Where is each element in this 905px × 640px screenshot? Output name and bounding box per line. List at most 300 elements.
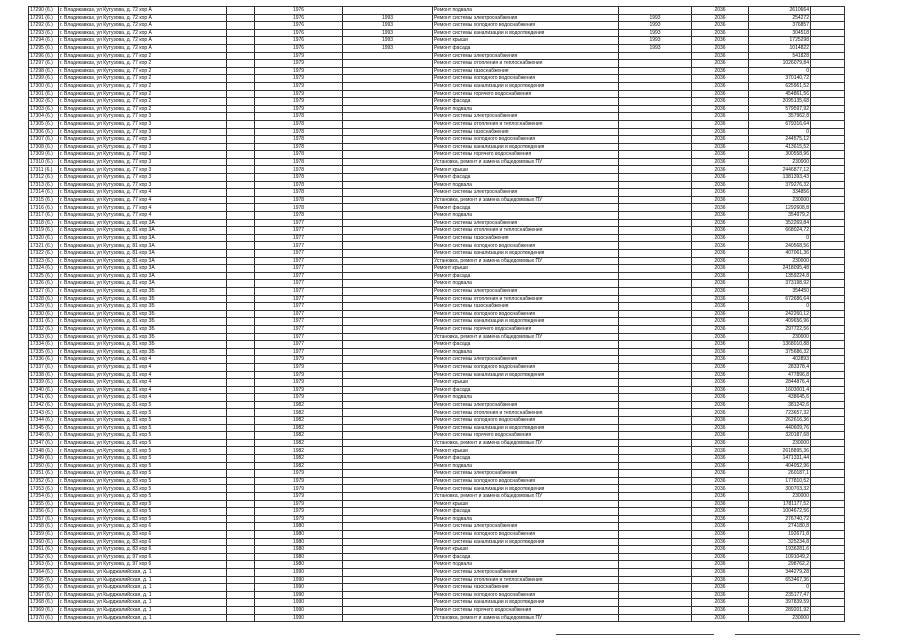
- cell-row-number: 17329 (6.): [29, 303, 59, 311]
- cell-cost: 1026079,84: [749, 60, 811, 68]
- cell-row-number: 17364 (6.): [29, 568, 59, 576]
- cell-last-repair-year: [619, 599, 692, 607]
- cell-planned-year: 2036: [692, 576, 749, 584]
- cell-last-repair-year: [619, 75, 692, 83]
- cell-work-type: Ремонт системы холодного водоснабжения: [433, 310, 619, 318]
- cell-last-repair-year: [619, 212, 692, 220]
- cell-work-type: Ремонт системы холодного водоснабжения: [433, 530, 619, 538]
- cell-address: г. Владикавказ, ул Кутузова, д. 81 кор 4: [59, 379, 227, 387]
- cell-row-number: 17352 (6.): [29, 477, 59, 485]
- cell-repair-year: [343, 424, 433, 432]
- cell-work-type: Ремонт подвала: [433, 348, 619, 356]
- cell-row-number: 17314 (6.): [29, 189, 59, 197]
- cell-row-number: 17363 (6.): [29, 561, 59, 569]
- cell-repair-year: [343, 219, 433, 227]
- cell-last-repair-year: [619, 409, 692, 417]
- cell-build-year: 1980: [255, 530, 343, 538]
- cell-planned-year: 2036: [692, 227, 749, 235]
- cell-cost: 376857: [749, 22, 811, 30]
- cell-cost: 668024,72: [749, 227, 811, 235]
- cell-row-number: 17351 (6.): [29, 470, 59, 478]
- cell-row-number: 17333 (6.): [29, 333, 59, 341]
- cell-last-repair-year: [619, 280, 692, 288]
- cell-build-year: 1977: [255, 242, 343, 250]
- cell-blank: [227, 204, 255, 212]
- cell-address: г. Владикавказ, ул Кутузова, д. 81 кор 3Б: [59, 325, 227, 333]
- cell-build-year: 1980: [255, 538, 343, 546]
- cell-last-repair-year: [619, 546, 692, 554]
- cell-address: г. Владикавказ, ул Кутузова, д. 77 кор 2: [59, 105, 227, 113]
- cell-blank: [227, 287, 255, 295]
- cell-extra: [811, 500, 845, 508]
- cell-blank: [227, 379, 255, 387]
- cell-repair-year: [343, 462, 433, 470]
- cell-build-year: 1980: [255, 561, 343, 569]
- cell-blank: [227, 82, 255, 90]
- cell-cost: 1292608,8: [749, 204, 811, 212]
- table-row: [29, 553, 845, 561]
- cell-repair-year: [343, 136, 433, 144]
- cell-extra: [811, 470, 845, 478]
- cell-blank: [227, 37, 255, 45]
- cell-blank: [227, 257, 255, 265]
- cell-extra: [811, 530, 845, 538]
- cell-cost: 230000: [749, 493, 811, 501]
- cell-build-year: 1976: [255, 37, 343, 45]
- cell-build-year: 1977: [255, 325, 343, 333]
- cell-planned-year: 2036: [692, 212, 749, 220]
- cell-planned-year: 2036: [692, 500, 749, 508]
- cell-extra: [811, 287, 845, 295]
- cell-extra: [811, 219, 845, 227]
- cell-last-repair-year: [619, 219, 692, 227]
- cell-planned-year: 2036: [692, 272, 749, 280]
- table-row: [29, 227, 845, 235]
- cell-repair-year: [343, 470, 433, 478]
- cell-repair-year: [343, 151, 433, 159]
- cell-extra: [811, 493, 845, 501]
- cell-row-number: 17319 (6.): [29, 227, 59, 235]
- cell-cost: 579597,92: [749, 105, 811, 113]
- cell-build-year: 1977: [255, 295, 343, 303]
- cell-address: г. Владикавказ, ул Кырджалийская, д. 1: [59, 584, 227, 592]
- cell-blank: [227, 136, 255, 144]
- cell-row-number: 17367 (6.): [29, 591, 59, 599]
- cell-last-repair-year: [619, 158, 692, 166]
- cell-row-number: 17366 (6.): [29, 584, 59, 592]
- cell-row-number: 17336 (6.): [29, 356, 59, 364]
- cell-row-number: 17348 (6.): [29, 447, 59, 455]
- cell-work-type: Ремонт системы холодного водоснабжения: [433, 591, 619, 599]
- cell-extra: [811, 553, 845, 561]
- cell-repair-year: [343, 181, 433, 189]
- cell-cost: 354450: [749, 287, 811, 295]
- cell-last-repair-year: [619, 151, 692, 159]
- cell-cost: 1603001,4: [749, 386, 811, 394]
- cell-last-repair-year: [619, 105, 692, 113]
- cell-work-type: Ремонт фасада: [433, 204, 619, 212]
- cell-address: г. Владикавказ, ул Кутузова, д. 81 кор 3Б: [59, 303, 227, 311]
- cell-cost: 379276,32: [749, 181, 811, 189]
- cell-build-year: 1982: [255, 455, 343, 463]
- cell-address: г. Владикавказ, ул Кутузова, д. 77 кор 2: [59, 75, 227, 83]
- cell-build-year: 1978: [255, 113, 343, 121]
- cell-address: г. Владикавказ, ул Кырджалийская, д. 1: [59, 576, 227, 584]
- cell-last-repair-year: 1993: [619, 29, 692, 37]
- cell-last-repair-year: [619, 530, 692, 538]
- cell-repair-year: [343, 493, 433, 501]
- cell-row-number: 17296 (6.): [29, 52, 59, 60]
- cell-work-type: Ремонт системы отопления и теплоснабжения: [433, 120, 619, 128]
- cell-last-repair-year: [619, 143, 692, 151]
- cell-row-number: 17331 (6.): [29, 318, 59, 326]
- cell-last-repair-year: [619, 432, 692, 440]
- table-row: [29, 341, 845, 349]
- cell-work-type: Ремонт системы канализации и водоотведения: [433, 599, 619, 607]
- cell-repair-year: [343, 401, 433, 409]
- cell-last-repair-year: [619, 561, 692, 569]
- cell-address: г. Владикавказ, ул Кутузова, д. 83 кор 5: [59, 477, 227, 485]
- cell-extra: [811, 196, 845, 204]
- table-row: [29, 280, 845, 288]
- cell-build-year: 1979: [255, 508, 343, 516]
- cell-address: г. Владикавказ, ул Кутузова, д. 81 кор 3А: [59, 250, 227, 258]
- cell-address: г. Владикавказ, ул Кутузова, д. 97 кор 6: [59, 553, 227, 561]
- cell-extra: [811, 204, 845, 212]
- cell-cost: 325234,8: [749, 538, 811, 546]
- cell-work-type: Ремонт системы отопления и теплоснабжения: [433, 576, 619, 584]
- cell-repair-year: [343, 113, 433, 121]
- cell-work-type: Установка, ремонт и замена общедомовых ПУ: [433, 196, 619, 204]
- cell-build-year: 1978: [255, 128, 343, 136]
- cell-cost: 413615,52: [749, 143, 811, 151]
- cell-row-number: 17356 (6.): [29, 508, 59, 516]
- cell-blank: [227, 227, 255, 235]
- cell-build-year: 1977: [255, 257, 343, 265]
- cell-extra: [811, 29, 845, 37]
- cell-row-number: 17308 (6.): [29, 143, 59, 151]
- cell-row-number: 17345 (6.): [29, 424, 59, 432]
- cell-address: г. Владикавказ, ул Кутузова, д. 83 кор 5: [59, 470, 227, 478]
- cell-blank: [227, 98, 255, 106]
- cell-extra: [811, 455, 845, 463]
- cell-repair-year: [343, 204, 433, 212]
- table-row: [29, 37, 845, 45]
- table-row: [29, 409, 845, 417]
- cell-build-year: 1977: [255, 287, 343, 295]
- cell-row-number: 17323 (6.): [29, 257, 59, 265]
- table-row: [29, 546, 845, 554]
- capital-repair-table-page: [28, 6, 844, 622]
- cell-planned-year: 2036: [692, 158, 749, 166]
- cell-address: г. Владикавказ, ул Кутузова, д. 77 кор 3: [59, 136, 227, 144]
- cell-address: г. Владикавказ, ул Кутузова, д. 81 кор 5: [59, 401, 227, 409]
- cell-planned-year: 2036: [692, 22, 749, 30]
- cell-work-type: Ремонт системы канализации и водоотведения: [433, 318, 619, 326]
- cell-blank: [227, 462, 255, 470]
- cell-last-repair-year: [619, 348, 692, 356]
- cell-address: г. Владикавказ, ул Кырджалийская, д. 1: [59, 591, 227, 599]
- cell-build-year: 1979: [255, 394, 343, 402]
- cell-blank: [227, 44, 255, 52]
- cell-last-repair-year: [619, 250, 692, 258]
- cell-planned-year: 2036: [692, 82, 749, 90]
- cell-repair-year: [343, 82, 433, 90]
- cell-address: г. Владикавказ, ул Кутузова, д. 77 кор 3: [59, 128, 227, 136]
- cell-repair-year: [343, 341, 433, 349]
- cell-address: г. Владикавказ, ул Кутузова, д. 81 кор 5: [59, 462, 227, 470]
- cell-blank: [227, 584, 255, 592]
- cell-build-year: 1978: [255, 143, 343, 151]
- cell-row-number: 17318 (6.): [29, 219, 59, 227]
- table-row: [29, 417, 845, 425]
- cell-blank: [227, 523, 255, 531]
- cell-last-repair-year: [619, 553, 692, 561]
- cell-work-type: Ремонт подвала: [433, 515, 619, 523]
- cell-planned-year: 2036: [692, 295, 749, 303]
- cell-work-type: Ремонт системы газоснабжения: [433, 303, 619, 311]
- cell-build-year: 1979: [255, 90, 343, 98]
- cell-extra: [811, 477, 845, 485]
- cell-work-type: Ремонт системы канализации и водоотведения: [433, 371, 619, 379]
- cell-planned-year: 2036: [692, 417, 749, 425]
- cell-repair-year: [343, 394, 433, 402]
- cell-row-number: 17360 (6.): [29, 538, 59, 546]
- cell-repair-year: [343, 515, 433, 523]
- cell-address: г. Владикавказ, ул Кутузова, д. 77 кор 4: [59, 189, 227, 197]
- cell-cost: 454861,56: [749, 90, 811, 98]
- cell-planned-year: 2036: [692, 599, 749, 607]
- cell-work-type: Ремонт системы холодного водоснабжения: [433, 22, 619, 30]
- cell-extra: [811, 614, 845, 622]
- cell-extra: [811, 158, 845, 166]
- cell-row-number: 17299 (6.): [29, 75, 59, 83]
- cell-row-number: 17316 (6.): [29, 204, 59, 212]
- cell-cost: 2610664: [749, 7, 811, 15]
- cell-address: г. Владикавказ, ул Кутузова, д. 81 кор 3А: [59, 234, 227, 242]
- cell-address: г. Владикавказ, ул Кутузова, д. 77 кор 2: [59, 67, 227, 75]
- cell-repair-year: [343, 98, 433, 106]
- cell-blank: [227, 143, 255, 151]
- cell-planned-year: 2036: [692, 606, 749, 614]
- cell-cost: 244575,12: [749, 136, 811, 144]
- cell-row-number: 17292 (6.): [29, 22, 59, 30]
- cell-address: г. Владикавказ, ул Кырджалийская, д. 1: [59, 614, 227, 622]
- cell-address: г. Владикавказ, ул Кутузова, д. 77 кор 3: [59, 174, 227, 182]
- cell-blank: [227, 265, 255, 273]
- cell-address: г. Владикавказ, ул Кутузова, д. 81 кор 4: [59, 386, 227, 394]
- cell-build-year: 1978: [255, 212, 343, 220]
- cell-cost: 357962,8: [749, 113, 811, 121]
- cell-repair-year: [343, 52, 433, 60]
- cell-extra: [811, 227, 845, 235]
- cell-repair-year: [343, 60, 433, 68]
- cell-cost: 304518: [749, 29, 811, 37]
- cell-last-repair-year: [619, 515, 692, 523]
- cell-cost: 2844876,4: [749, 379, 811, 387]
- cell-work-type: Ремонт фасада: [433, 341, 619, 349]
- cell-extra: [811, 318, 845, 326]
- cell-cost: 320187,68: [749, 432, 811, 440]
- cell-planned-year: 2036: [692, 143, 749, 151]
- table-row: [29, 379, 845, 387]
- cell-last-repair-year: [619, 341, 692, 349]
- cell-work-type: Ремонт подвала: [433, 105, 619, 113]
- cell-address: г. Владикавказ, ул Кутузова, д. 77 кор 3: [59, 181, 227, 189]
- cell-planned-year: 2036: [692, 584, 749, 592]
- cell-row-number: 17322 (6.): [29, 250, 59, 258]
- cell-blank: [227, 318, 255, 326]
- cell-work-type: Ремонт фасада: [433, 553, 619, 561]
- cell-address: г. Владикавказ, ул Кутузова, д. 83 кор 5: [59, 500, 227, 508]
- cell-blank: [227, 14, 255, 22]
- cell-address: г. Владикавказ, ул Кутузова, д. 81 кор 3А: [59, 272, 227, 280]
- cell-planned-year: 2036: [692, 196, 749, 204]
- cell-planned-year: 2036: [692, 287, 749, 295]
- cell-planned-year: 2036: [692, 166, 749, 174]
- cell-last-repair-year: [619, 113, 692, 121]
- cell-blank: [227, 52, 255, 60]
- cell-planned-year: 2036: [692, 7, 749, 15]
- cell-cost: 230000: [749, 196, 811, 204]
- table-row: [29, 52, 845, 60]
- cell-build-year: 1982: [255, 447, 343, 455]
- cell-repair-year: 1993: [343, 37, 433, 45]
- cell-row-number: 17334 (6.): [29, 341, 59, 349]
- cell-work-type: Ремонт крыши: [433, 500, 619, 508]
- cell-build-year: 1977: [255, 265, 343, 273]
- cell-address: г. Владикавказ, ул Кутузова, д. 81 кор 5: [59, 417, 227, 425]
- cell-build-year: 1980: [255, 523, 343, 531]
- cell-blank: [227, 591, 255, 599]
- cell-last-repair-year: [619, 128, 692, 136]
- cell-address: г. Владикавказ, ул Кутузова, д. 83 кор 6: [59, 530, 227, 538]
- cell-cost: 679316,64: [749, 120, 811, 128]
- cell-blank: [227, 485, 255, 493]
- cell-planned-year: 2036: [692, 151, 749, 159]
- cell-address: г. Владикавказ, ул Кутузова, д. 81 кор 5: [59, 424, 227, 432]
- cell-planned-year: 2036: [692, 98, 749, 106]
- cell-extra: [811, 52, 845, 60]
- cell-blank: [227, 561, 255, 569]
- table-row: [29, 561, 845, 569]
- cell-repair-year: [343, 417, 433, 425]
- cell-last-repair-year: [619, 508, 692, 516]
- cell-planned-year: 2036: [692, 257, 749, 265]
- cell-blank: [227, 7, 255, 15]
- cell-build-year: 1978: [255, 204, 343, 212]
- cell-planned-year: 2036: [692, 523, 749, 531]
- cell-address: г. Владикавказ, ул Кутузова, д. 77 кор 3: [59, 143, 227, 151]
- cell-planned-year: 2036: [692, 477, 749, 485]
- cell-cost: 235177,47: [749, 591, 811, 599]
- cell-repair-year: [343, 143, 433, 151]
- cell-row-number: 17291 (6.): [29, 14, 59, 22]
- cell-cost: 477896,8: [749, 371, 811, 379]
- cell-last-repair-year: [619, 303, 692, 311]
- table-row: [29, 401, 845, 409]
- cell-last-repair-year: [619, 591, 692, 599]
- cell-build-year: 1982: [255, 409, 343, 417]
- cell-repair-year: [343, 212, 433, 220]
- cell-row-number: 17359 (6.): [29, 530, 59, 538]
- cell-blank: [227, 447, 255, 455]
- cell-build-year: 1980: [255, 553, 343, 561]
- cell-planned-year: 2036: [692, 37, 749, 45]
- cell-planned-year: 2036: [692, 189, 749, 197]
- cell-build-year: 1976: [255, 29, 343, 37]
- cell-build-year: 1979: [255, 105, 343, 113]
- cell-repair-year: [343, 128, 433, 136]
- table-row: [29, 462, 845, 470]
- cell-row-number: 17339 (6.): [29, 379, 59, 387]
- cell-address: г. Владикавказ, ул Кутузова, д. 77 кор 3: [59, 166, 227, 174]
- cell-work-type: Ремонт фасада: [433, 174, 619, 182]
- table-row: [29, 257, 845, 265]
- cell-blank: [227, 508, 255, 516]
- cell-cost: 230000: [749, 158, 811, 166]
- cell-last-repair-year: [619, 455, 692, 463]
- cell-build-year: 1979: [255, 470, 343, 478]
- cell-repair-year: [343, 386, 433, 394]
- cell-work-type: Ремонт фасада: [433, 272, 619, 280]
- table-row: [29, 242, 845, 250]
- cell-row-number: 17304 (6.): [29, 113, 59, 121]
- cell-planned-year: 2036: [692, 553, 749, 561]
- cell-repair-year: [343, 257, 433, 265]
- cell-row-number: 17310 (6.): [29, 158, 59, 166]
- cell-cost: 230000: [749, 439, 811, 447]
- cell-extra: [811, 90, 845, 98]
- cell-last-repair-year: [619, 439, 692, 447]
- cell-repair-year: 1993: [343, 22, 433, 30]
- cell-planned-year: 2036: [692, 136, 749, 144]
- cell-address: г. Владикавказ, ул Кутузова, д. 72 кор А: [59, 22, 227, 30]
- cell-repair-year: [343, 333, 433, 341]
- cell-last-repair-year: [619, 386, 692, 394]
- cell-row-number: 17317 (6.): [29, 212, 59, 220]
- cell-extra: [811, 75, 845, 83]
- table-row: [29, 250, 845, 258]
- cell-blank: [227, 538, 255, 546]
- cell-row-number: 17301 (6.): [29, 90, 59, 98]
- cell-row-number: 17295 (6.): [29, 44, 59, 52]
- cell-build-year: 1990: [255, 576, 343, 584]
- cell-planned-year: 2036: [692, 242, 749, 250]
- cell-last-repair-year: [619, 7, 692, 15]
- cell-last-repair-year: [619, 356, 692, 364]
- cell-work-type: Ремонт системы холодного водоснабжения: [433, 363, 619, 371]
- cell-build-year: 1977: [255, 219, 343, 227]
- cell-work-type: Ремонт фасада: [433, 98, 619, 106]
- cell-last-repair-year: [619, 485, 692, 493]
- table-row: [29, 515, 845, 523]
- cell-row-number: 17338 (6.): [29, 371, 59, 379]
- cell-work-type: Ремонт системы электроснабжения: [433, 189, 619, 197]
- cell-last-repair-year: [619, 371, 692, 379]
- cell-repair-year: [343, 371, 433, 379]
- cell-planned-year: 2036: [692, 265, 749, 273]
- cell-last-repair-year: [619, 60, 692, 68]
- cell-blank: [227, 212, 255, 220]
- cell-cost: 354979,2: [749, 212, 811, 220]
- cell-repair-year: [343, 546, 433, 554]
- cell-address: г. Владикавказ, ул Кутузова, д. 81 кор 5: [59, 447, 227, 455]
- cell-build-year: 1982: [255, 424, 343, 432]
- cell-planned-year: 2036: [692, 371, 749, 379]
- table-row: [29, 90, 845, 98]
- cell-address: г. Владикавказ, ул Кутузова, д. 81 кор 3А: [59, 265, 227, 273]
